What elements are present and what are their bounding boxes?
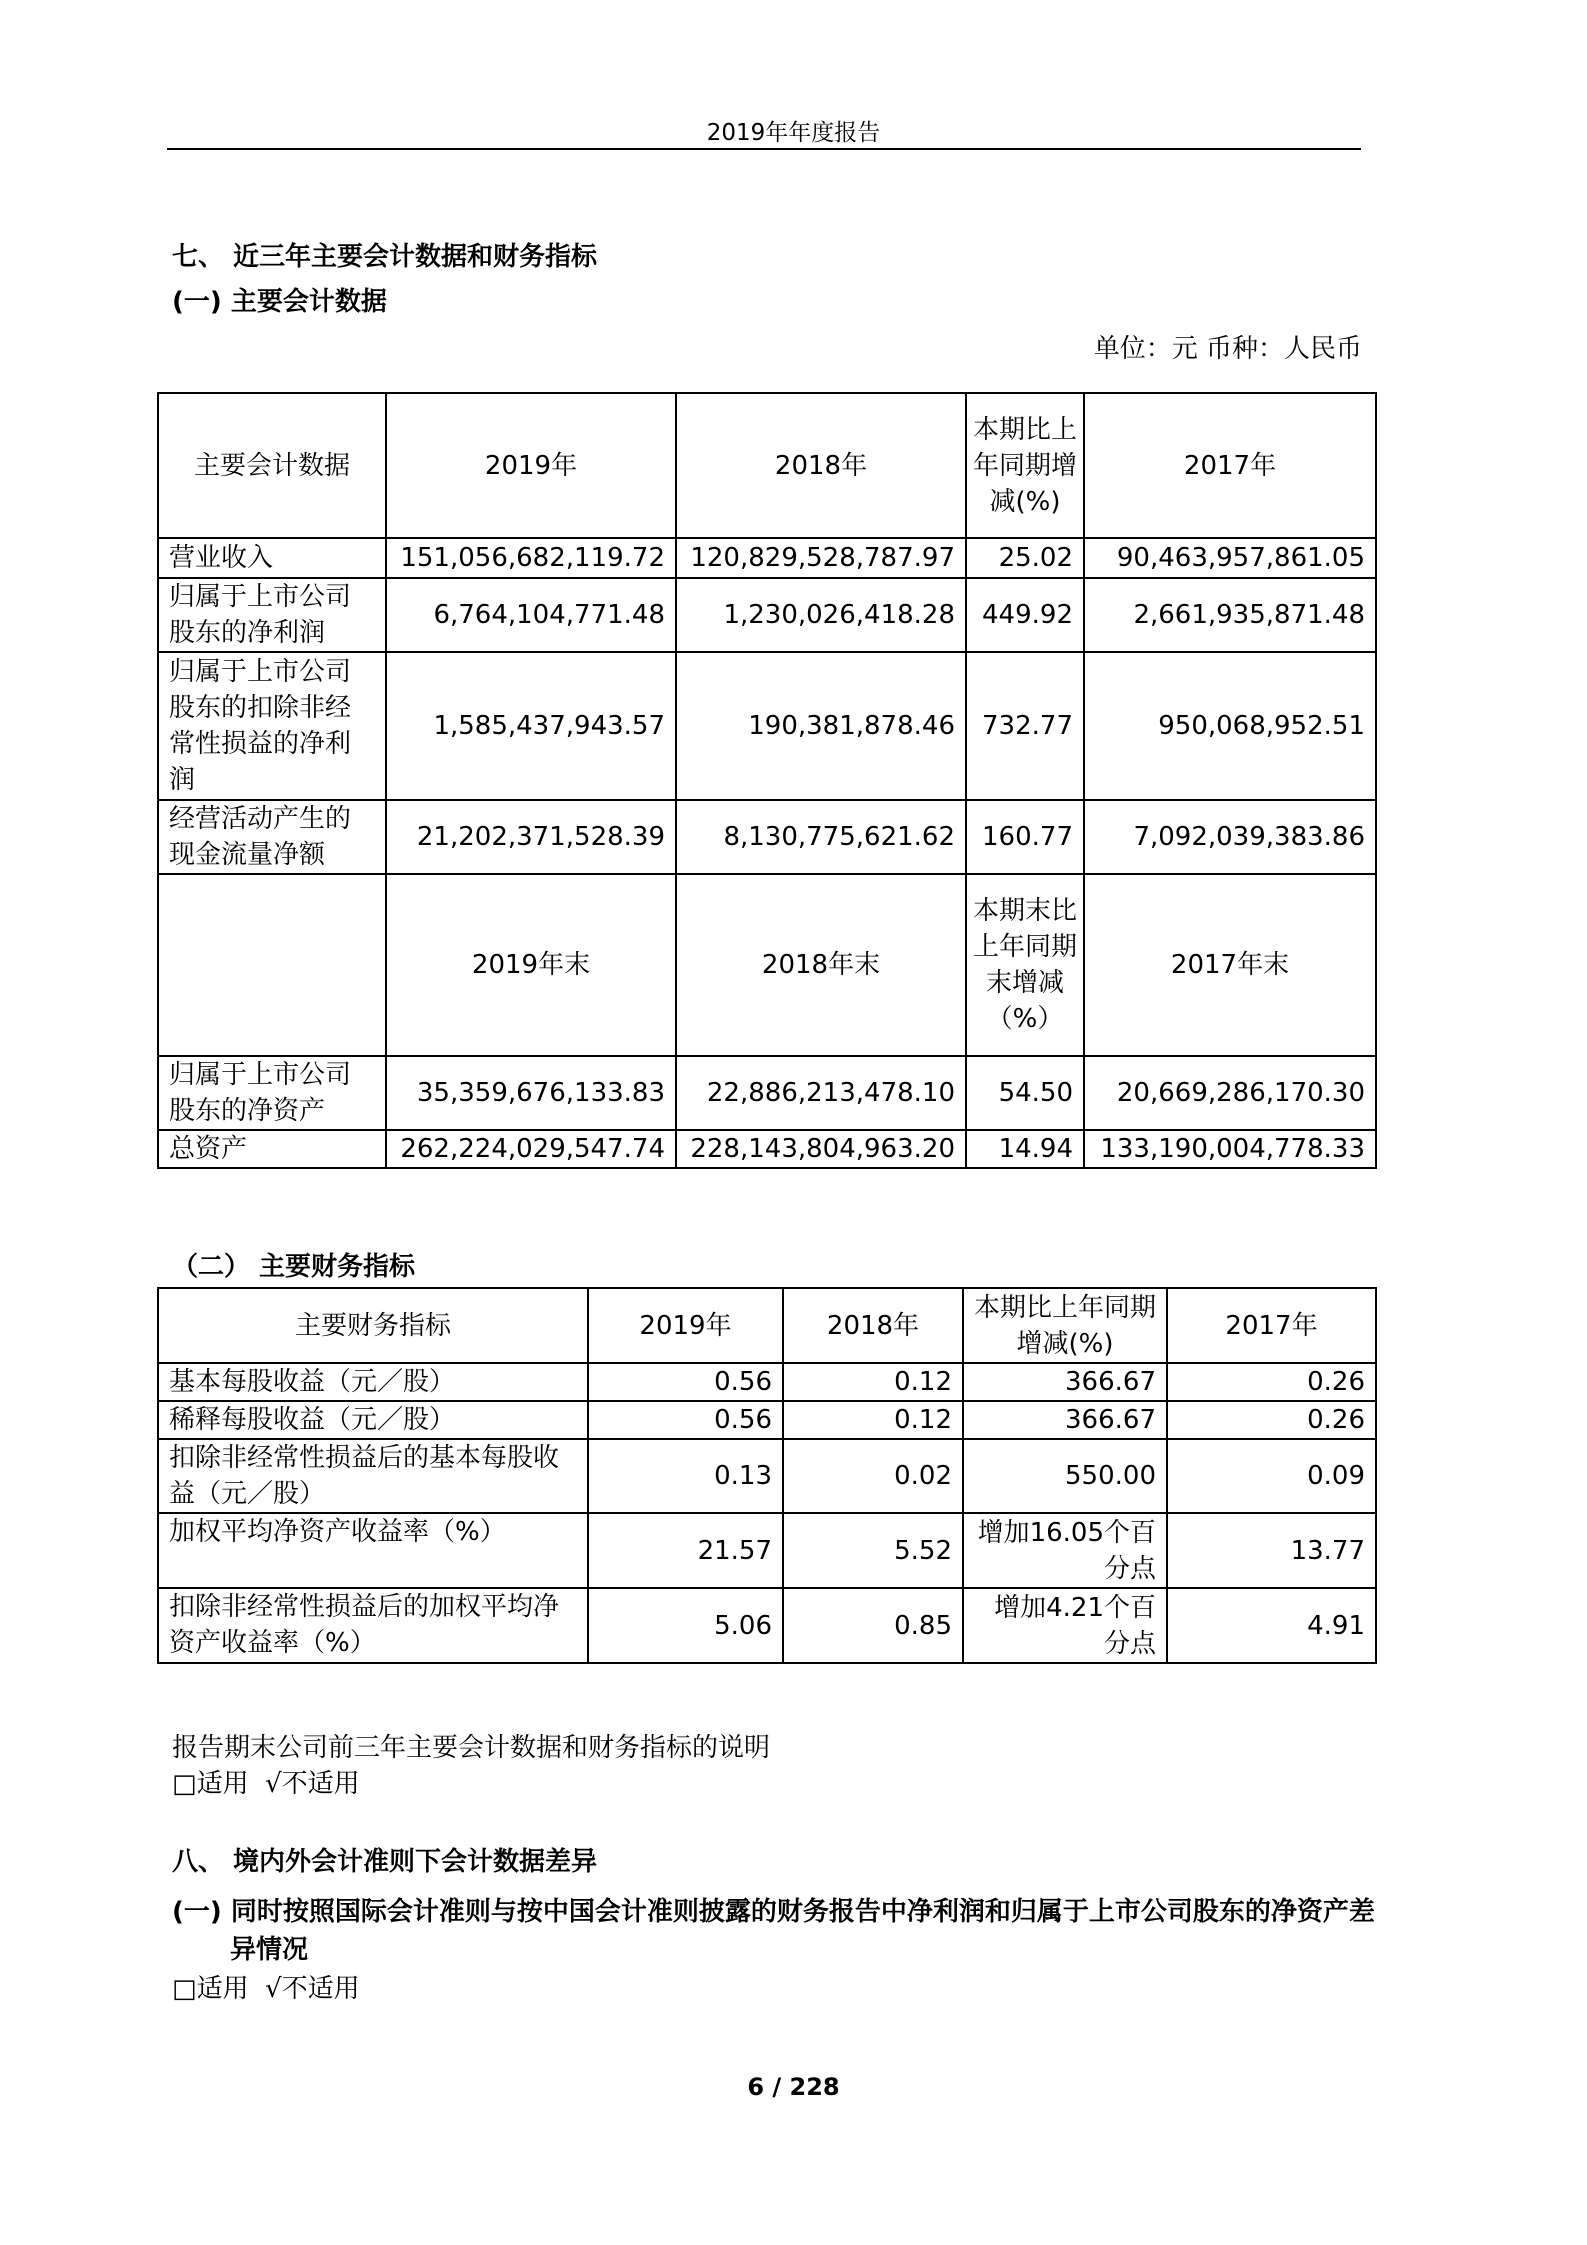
value-2019: 0.56 [588, 1401, 783, 1439]
row-label: 营业收入 [158, 538, 386, 578]
table-row [158, 1588, 1376, 1663]
value-change: 增加4.21个百分点 [963, 1588, 1167, 1663]
main-financial-indicators-table [157, 1287, 1377, 1664]
value-2019: 21,202,371,528.39 [386, 800, 676, 874]
section-8-title: 八、 境内外会计准则下会计数据差异 [172, 1847, 598, 1877]
table-row [158, 578, 1376, 652]
row-label: 归属于上市公司股东的净利润 [158, 578, 386, 652]
table-row [158, 1401, 1376, 1439]
value-2017: 0.26 [1167, 1363, 1376, 1401]
row-label: 扣除非经常性损益后的加权平均净资产收益率（%） [158, 1588, 588, 1663]
table-header-row [158, 874, 1376, 1056]
unit-currency-line: 单位：元 币种：人民币 [1093, 334, 1362, 364]
table-header-cell: 主要会计数据 [158, 393, 386, 538]
value-2018: 190,381,878.46 [676, 652, 966, 800]
section-7-sub-b-title: （二） 主要财务指标 [172, 1252, 416, 1282]
value-2019: 35,359,676,133.83 [386, 1056, 676, 1130]
value-2019: 0.56 [588, 1363, 783, 1401]
section-8-sub-a-title: (一) 同时按照国际会计准则与按中国会计准则披露的财务报告中净利润和归属于上市公司股东的净资产差异情况 [172, 1897, 1375, 1965]
value-2017: 133,190,004,778.33 [1084, 1130, 1376, 1168]
table-row [158, 1363, 1376, 1401]
row-label: 稀释每股收益（元／股） [158, 1401, 588, 1439]
value-2017: 0.09 [1167, 1439, 1376, 1513]
value-2019: 151,056,682,119.72 [386, 538, 676, 578]
table-header-cell: 主要财务指标 [158, 1288, 588, 1363]
row-label: 加权平均净资产收益率（%） [158, 1513, 588, 1588]
table-header-cell: 2019年 [386, 393, 676, 538]
section-7-sub-a-title: (一) 主要会计数据 [172, 287, 387, 317]
value-2017: 90,463,957,861.05 [1084, 538, 1376, 578]
table-header-cell: 2017年末 [1084, 874, 1376, 1056]
page-header-title: 2019年年度报告 [706, 120, 881, 146]
table-header-cell: 2018年末 [676, 874, 966, 1056]
table-header-cell: 本期末比上年同期末增减（%） [966, 874, 1084, 1056]
applicability-option: □适用 √不适用 [172, 1974, 360, 2004]
row-label: 归属于上市公司股东的扣除非经常性损益的净利润 [158, 652, 386, 800]
main-accounting-data-table [157, 392, 1377, 1169]
value-2018: 120,829,528,787.97 [676, 538, 966, 578]
value-2018: 1,230,026,418.28 [676, 578, 966, 652]
value-change: 160.77 [966, 800, 1084, 874]
row-label: 总资产 [158, 1130, 386, 1168]
value-2018: 0.85 [783, 1588, 963, 1663]
section-7-title: 七、 近三年主要会计数据和财务指标 [172, 242, 598, 272]
table-row [158, 538, 1376, 578]
value-2017: 4.91 [1167, 1588, 1376, 1663]
table-row [158, 1439, 1376, 1513]
value-change: 54.50 [966, 1056, 1084, 1130]
row-label: 经营活动产生的现金流量净额 [158, 800, 386, 874]
value-change: 增加16.05个百分点 [963, 1513, 1167, 1588]
table-header-cell [158, 874, 386, 1056]
table-header-cell: 本期比上年同期增减(%) [963, 1288, 1167, 1363]
value-2018: 22,886,213,478.10 [676, 1056, 966, 1130]
table-row [158, 652, 1376, 800]
value-2019: 0.13 [588, 1439, 783, 1513]
header-rule [167, 148, 1361, 150]
value-2018: 5.52 [783, 1513, 963, 1588]
row-label: 归属于上市公司股东的净资产 [158, 1056, 386, 1130]
table-header-cell: 本期比上年同期增减(%) [966, 393, 1084, 538]
value-change: 550.00 [963, 1439, 1167, 1513]
value-2018: 8,130,775,621.62 [676, 800, 966, 874]
table-header-cell: 2017年 [1167, 1288, 1376, 1363]
value-2019: 5.06 [588, 1588, 783, 1663]
table-header-cell: 2018年 [676, 393, 966, 538]
value-2019: 21.57 [588, 1513, 783, 1588]
table-header-cell: 2019年 [588, 1288, 783, 1363]
table-header-cell: 2018年 [783, 1288, 963, 1363]
row-label: 扣除非经常性损益后的基本每股收益（元／股） [158, 1439, 588, 1513]
value-2018: 228,143,804,963.20 [676, 1130, 966, 1168]
table-header-row [158, 393, 1376, 538]
page-number: 6 / 228 [747, 2073, 840, 2101]
value-change: 14.94 [966, 1130, 1084, 1168]
value-change: 449.92 [966, 578, 1084, 652]
table-header-cell: 2017年 [1084, 393, 1376, 538]
applicability-option: □适用 √不适用 [172, 1769, 360, 1799]
table-row [158, 1513, 1376, 1588]
value-2019: 1,585,437,943.57 [386, 652, 676, 800]
value-2017: 2,661,935,871.48 [1084, 578, 1376, 652]
value-2018: 0.12 [783, 1363, 963, 1401]
value-2018: 0.02 [783, 1439, 963, 1513]
table-row [158, 1056, 1376, 1130]
value-change: 25.02 [966, 538, 1084, 578]
value-change: 366.67 [963, 1363, 1167, 1401]
explanation-note-title: 报告期末公司前三年主要会计数据和财务指标的说明 [172, 1733, 771, 1763]
value-2017: 20,669,286,170.30 [1084, 1056, 1376, 1130]
value-2017: 7,092,039,383.86 [1084, 800, 1376, 874]
value-2017: 950,068,952.51 [1084, 652, 1376, 800]
value-change: 732.77 [966, 652, 1084, 800]
table-row [158, 800, 1376, 874]
table-header-cell: 2019年末 [386, 874, 676, 1056]
value-2019: 262,224,029,547.74 [386, 1130, 676, 1168]
value-change: 366.67 [963, 1401, 1167, 1439]
value-2017: 0.26 [1167, 1401, 1376, 1439]
table-row [158, 1130, 1376, 1168]
row-label: 基本每股收益（元／股） [158, 1363, 588, 1401]
value-2018: 0.12 [783, 1401, 963, 1439]
value-2017: 13.77 [1167, 1513, 1376, 1588]
value-2019: 6,764,104,771.48 [386, 578, 676, 652]
table-header-row [158, 1288, 1376, 1363]
